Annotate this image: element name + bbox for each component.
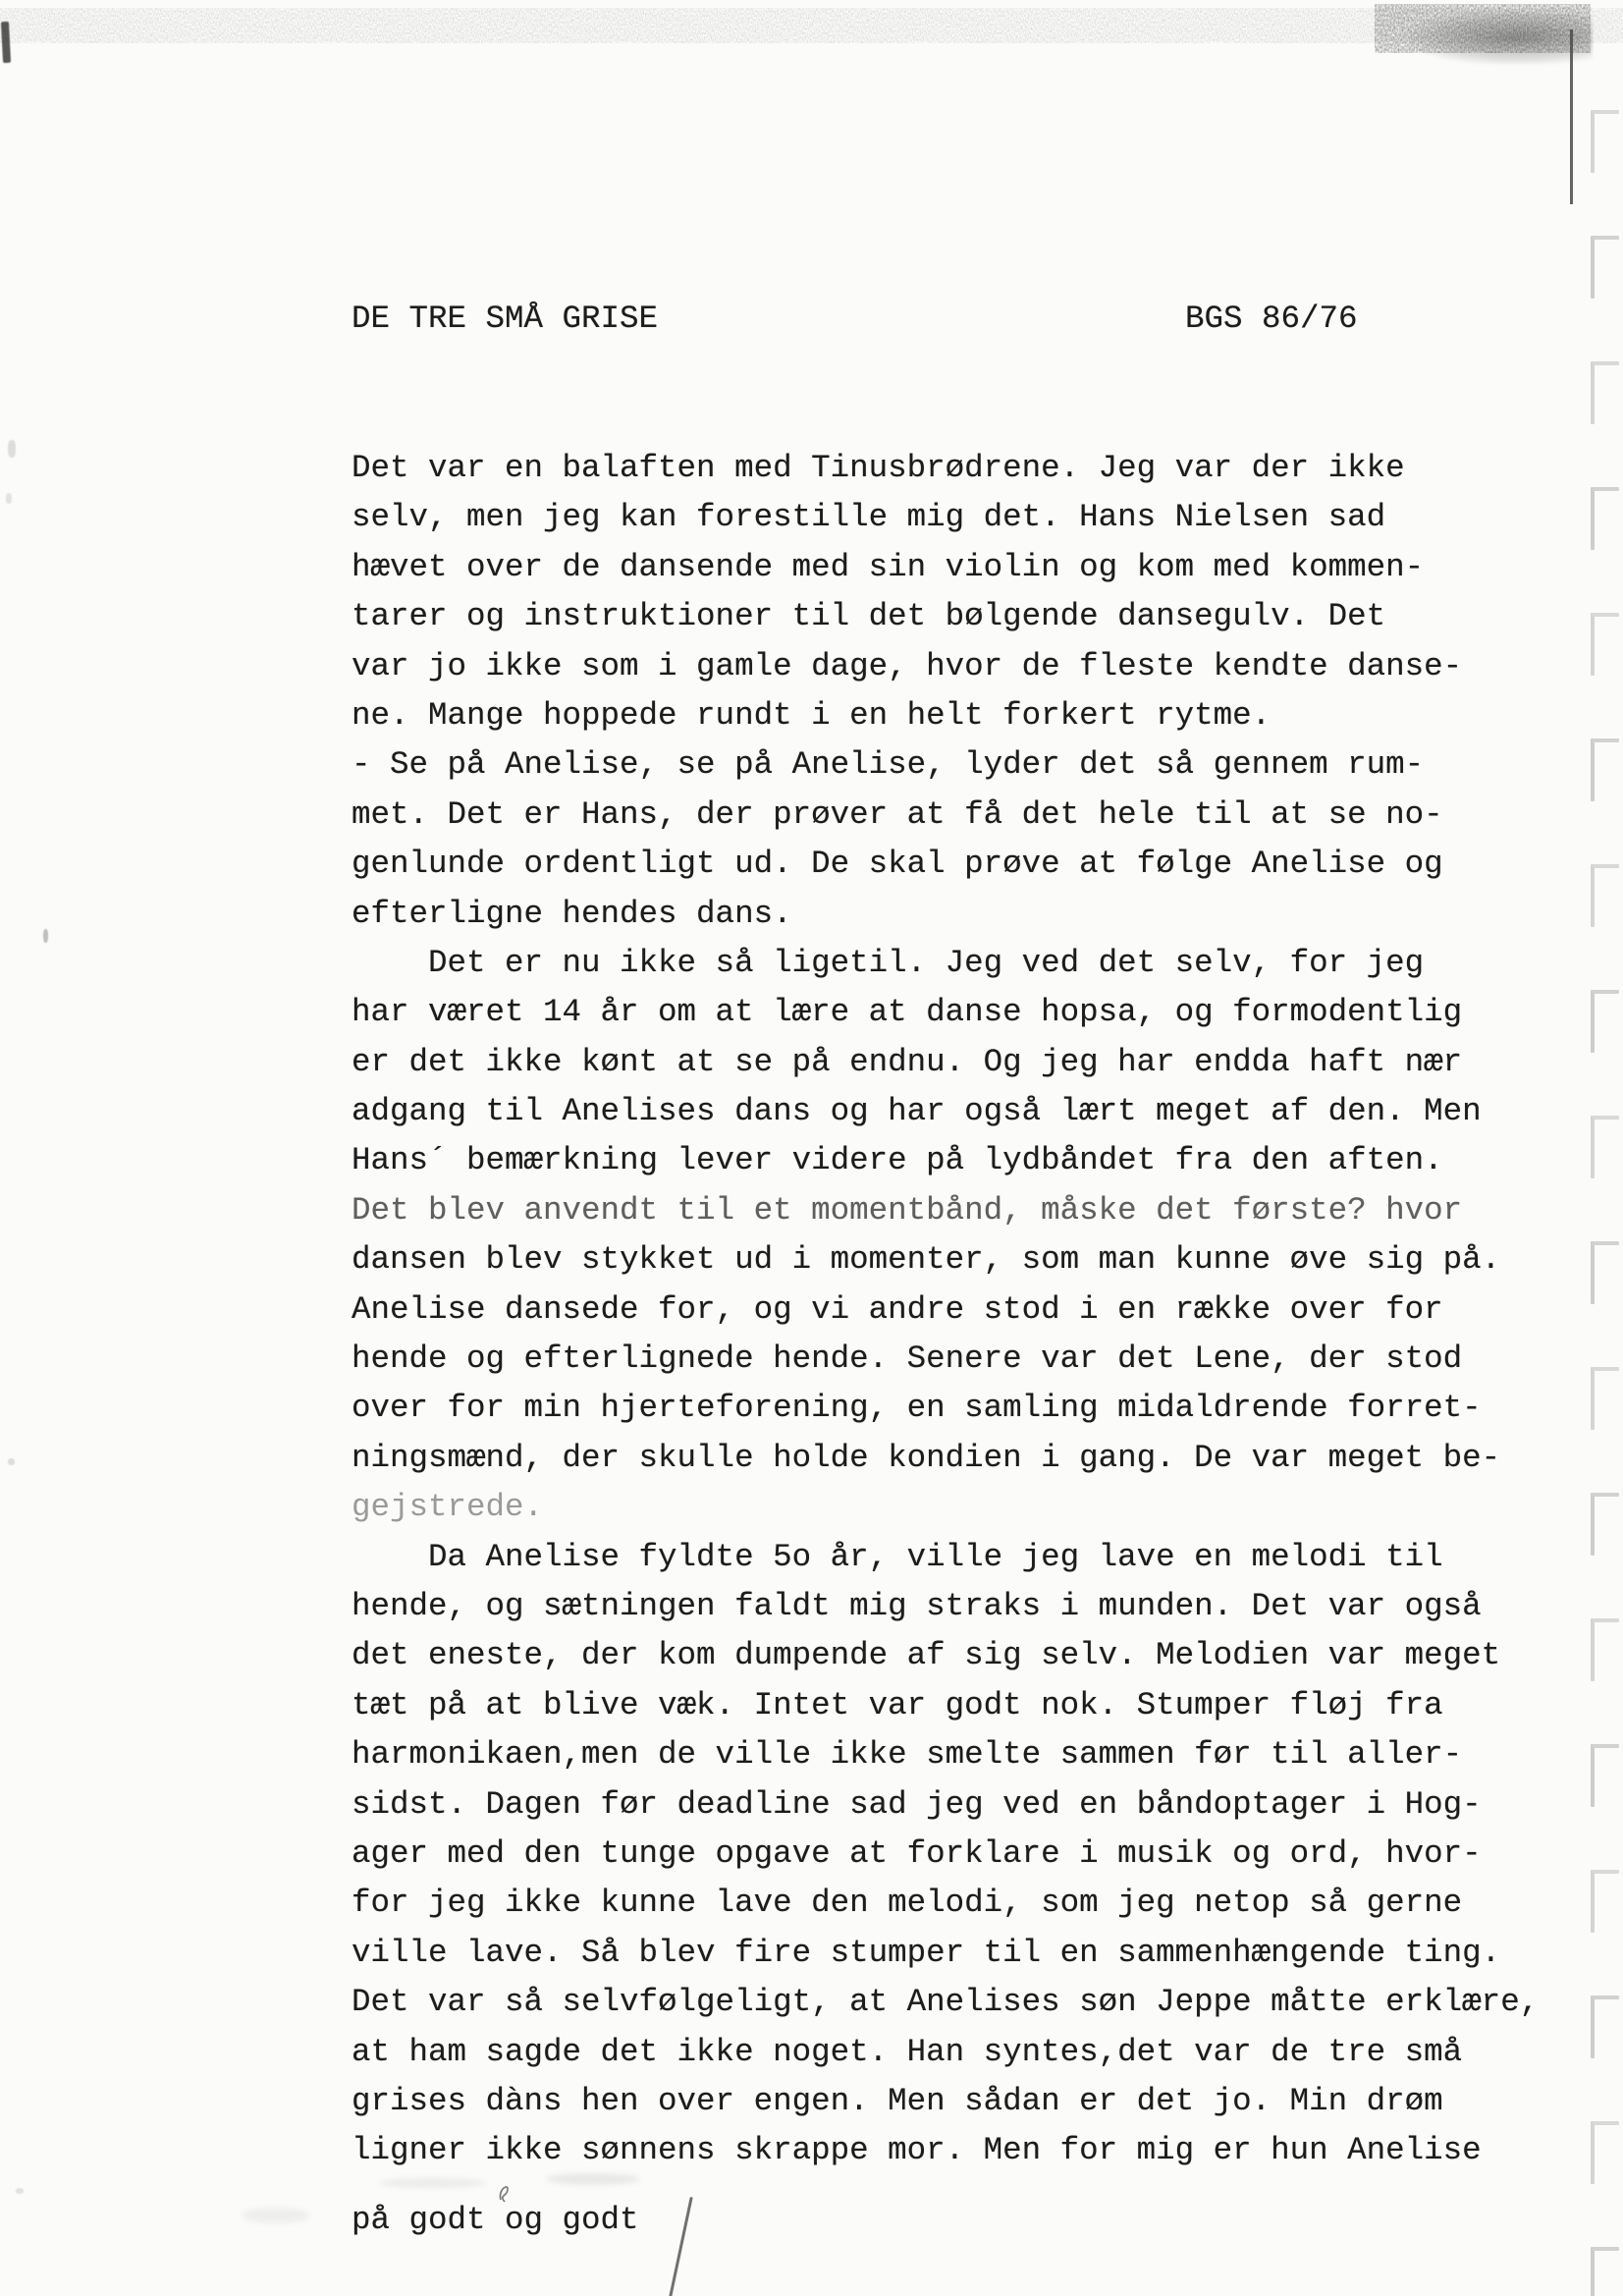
text-line: over for min hjerteforening, en samling midaldrende forret- — [352, 1390, 1482, 1427]
text-line: er det ikke kønt at se på endnu. Og jeg har endda haft nær — [352, 1043, 1463, 1080]
document-title: DE TRE SMÅ GRISE — [352, 301, 659, 337]
text-line: Hans´ bemærkning lever videre på lydbåndet fra den aften. — [352, 1142, 1443, 1179]
binding-mark — [1591, 361, 1595, 424]
binding-mark — [1591, 1870, 1595, 1933]
binding-mark — [1591, 990, 1595, 1053]
scan-speck — [43, 929, 48, 943]
document-header — [0, 298, 1623, 341]
text-line: ager med den tunge opgave at forklare i musik og ord, hvor- — [352, 1834, 1482, 1872]
binding-mark — [1591, 1744, 1595, 1807]
binding-mark — [1591, 1493, 1595, 1556]
binding-mark — [1591, 2121, 1595, 2184]
text-line: Det var så selvfølgeligt, at Anelises søn Jeppe måtte erklære, — [352, 1984, 1540, 2021]
text-line: Det var en balaften med Tinusbrødrene. Jeg var der ikke — [352, 450, 1405, 486]
text-line: hævet over de dansende med sin violin og kom med kommen- — [352, 548, 1425, 585]
text-line: harmonikaen,men de ville ikke smelte sammen før til aller- — [352, 1736, 1463, 1774]
binding-mark — [1591, 2247, 1595, 2296]
binding-mark — [1591, 1116, 1595, 1178]
text-line: grises dàns hen over engen. Men sådan er det jo. Min drøm — [352, 2082, 1443, 2119]
text-line: sidst. Dagen før deadline sad jeg ved en båndoptager i Hog- — [352, 1785, 1482, 1823]
text-line: ligner ikke sønnens skrappe mor. Men for mig er hun Anelise — [352, 2132, 1482, 2169]
text-line: - Se på Anelise, se på Anelise, lyder det så gennem rum- — [352, 746, 1425, 784]
text-line: Det er nu ikke så ligetil. Jeg ved det selv, for jeg — [352, 944, 1425, 981]
text-line: har været 14 år om at lære at danse hopsa, og formodentlig — [352, 994, 1463, 1031]
binding-mark — [1591, 1241, 1595, 1304]
text-line: var jo ikke som i gamle dage, hvor de fleste kendte danse- — [352, 647, 1463, 684]
text-line: selv, men jeg kan forestille mig det. Hans Nielsen sad — [352, 499, 1386, 536]
scan-artifact-edge-line — [1570, 29, 1573, 204]
binding-mark — [1591, 1995, 1595, 2058]
scan-speck — [6, 493, 12, 504]
text-line: hende og efterlignede hende. Senere var det Lene, der stod — [352, 1340, 1463, 1378]
binding-mark — [1591, 1618, 1595, 1681]
text-line: dansen blev stykket ud i momenter, som man kunne øve sig på. — [352, 1241, 1501, 1279]
scan-speck — [16, 2188, 24, 2194]
scan-artifact-corner-tick — [1, 22, 11, 63]
eraser-smudge — [242, 2208, 310, 2223]
document-body — [352, 444, 1539, 2245]
binding-mark — [1591, 738, 1595, 801]
text-line: Det blev anvendt til et momentbånd, måske det første? hvor — [352, 1191, 1463, 1229]
scan-noise-band — [0, 0, 1623, 59]
text-line: tarer og instruktioner til det bølgende dansegulv. Det — [352, 598, 1386, 635]
binding-mark — [1591, 1367, 1595, 1430]
scan-speck — [8, 440, 16, 458]
text-line: ne. Mange hoppede rundt i en helt forkert rytme. — [352, 696, 1271, 734]
text-line: Da Anelise fyldte 5o år, ville jeg lave en melodi til — [352, 1538, 1443, 1575]
text-line: ningsmænd, der skulle holde kondien i gang. De var meget be- — [352, 1439, 1501, 1476]
eraser-smudge — [379, 2178, 487, 2188]
text-line: hende, og sætningen faldt mig straks i munden. Det var også — [352, 1587, 1482, 1624]
binding-mark — [1591, 613, 1595, 676]
text-line: for jeg ikke kunne lave den melodi, som jeg netop så gerne — [352, 1885, 1463, 1922]
text-line: gejstrede. — [352, 1489, 544, 1526]
binding-mark — [1591, 487, 1595, 550]
scan-speck — [8, 1458, 15, 1465]
text-line: det eneste, der kom dumpende af sig selv. Melodien var meget — [352, 1637, 1501, 1674]
text-line: på godt og godt — [352, 2201, 639, 2238]
binding-mark — [1591, 110, 1595, 173]
text-line: adgang til Anelises dans og har også lært meget af den. Men — [352, 1093, 1482, 1130]
text-line: met. Det er Hans, der prøver at få det hele til at se no- — [352, 795, 1443, 833]
binding-mark — [1591, 864, 1595, 927]
text-line: Anelise dansede for, og vi andre stod i en række over for — [352, 1290, 1443, 1328]
text-line: tæt på at blive væk. Intet var godt nok. Stumper fløj fra — [352, 1686, 1443, 1723]
eraser-smudge — [546, 2173, 640, 2185]
text-line: ville lave. Så blev fire stumper til en sammenhængende ting. — [352, 1934, 1501, 1971]
text-line: efterligne hendes dans. — [352, 895, 792, 932]
document-reference: BGS 86/76 — [1185, 301, 1358, 337]
text-line: at ham sagde det ikke noget. Han syntes,det var de tre små — [352, 2033, 1463, 2070]
binding-mark — [1591, 236, 1595, 299]
text-line: genlunde ordentligt ud. De skal prøve at følge Anelise og — [352, 846, 1443, 883]
handwritten-squiggle — [494, 2176, 523, 2208]
scan-artifact-dark-blob — [1406, 10, 1593, 65]
